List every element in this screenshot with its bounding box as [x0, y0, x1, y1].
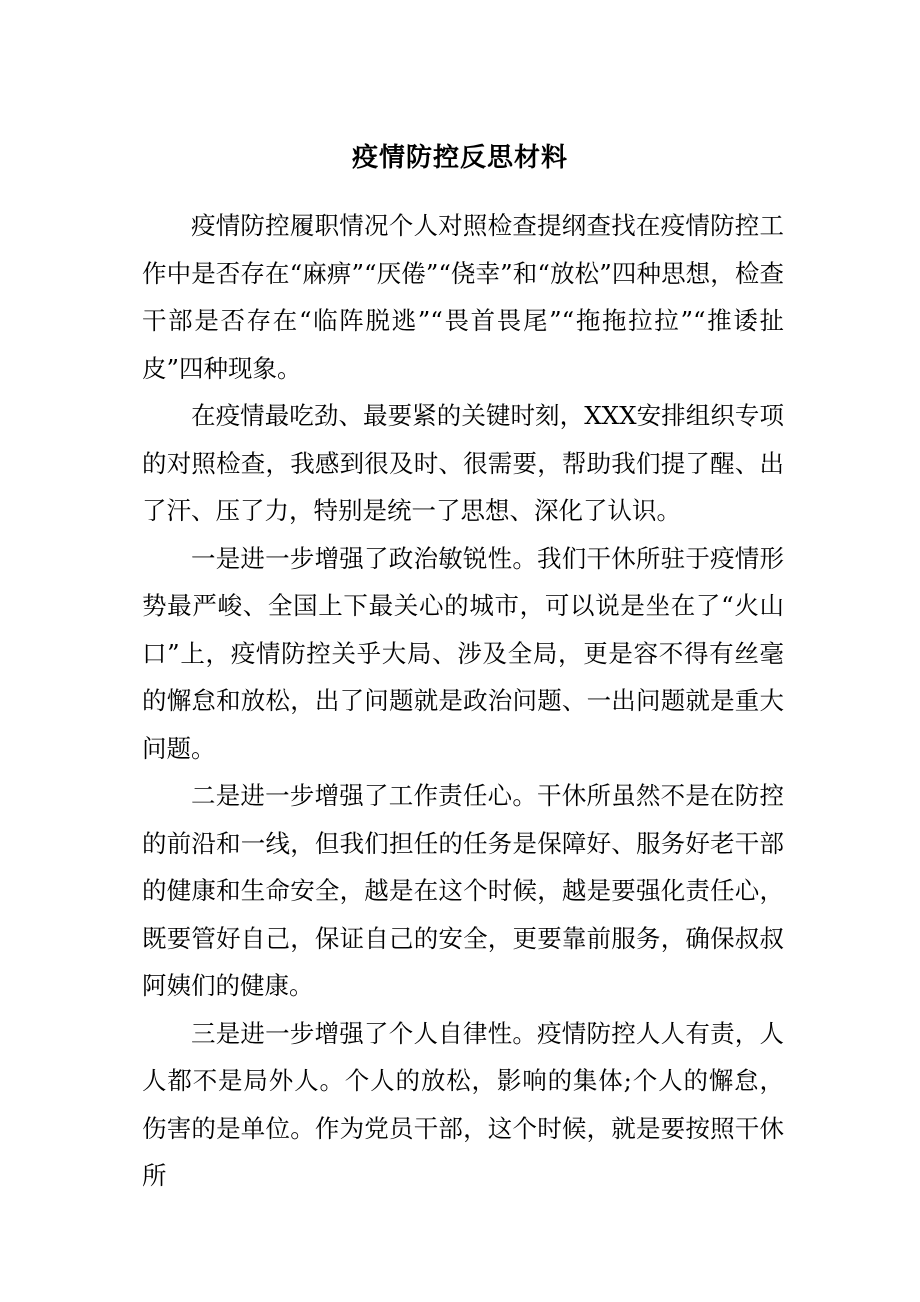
paragraph-1: 疫情防控履职情况个人对照检查提纲查找在疫情防控工作中是否存在“麻痹”“厌倦”“侥幸”和“放松”四种思想，检查干部是否存在“临阵脱逃”“畏首畏尾”“拖拖拉拉”“推诿扯皮”四种现象。: [142, 211, 784, 383]
document-title: 疫情防控反思材料: [351, 143, 568, 173]
paragraph-2: 在疫情最吃劲、最要紧的关键时刻，XXX安排组织专项的对照检查，我感到很及时、很需要，帮助我们提了醒、出了汗、压了力，特别是统一了思想、深化了认识。: [142, 401, 784, 525]
paragraph-4: 二是进一步增强了工作责任心。干休所虽然不是在防控的前沿和一线，但我们担任的任务是保障好、服务好老干部的健康和生命安全，越是在这个时候，越是要强化责任心，既要管好自己，保证自己的安全，更要靠前服务，确保叔叔阿姨们的健康。: [142, 781, 784, 1000]
document-body: [142, 202, 784, 1200]
paragraph-3: 一是进一步增强了政治敏锐性。我们干休所驻于疫情形势最严峻、全国上下最关心的城市，可以说是坐在了“火山口”上，疫情防控关乎大局、涉及全局，更是容不得有丝毫的懈怠和放松，出了问题就是政治问题、一出问题就是重大问题。: [142, 543, 784, 763]
paragraph-5: 三是进一步增强了个人自律性。疫情防控人人有责，人人都不是局外人。个人的放松，影响的集体;个人的懈怠，伤害的是单位。作为党员干部，这个时候，就是要按照干休所: [142, 1018, 784, 1190]
